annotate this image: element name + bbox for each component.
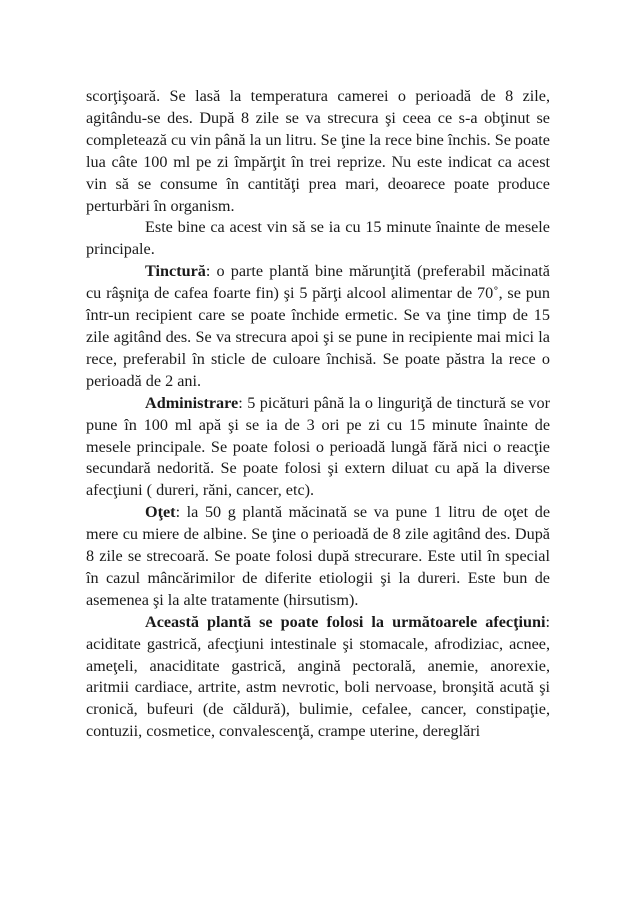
term-afectiuni: Această plantă se poate folosi la următoarele afecţiuni bbox=[145, 612, 546, 631]
document-page bbox=[86, 86, 550, 743]
paragraph-text: : la 50 g plantă măcinată se va pune 1 litru de oţet de mere cu miere de albine. Se ţine o perioadă de 8 zile agitând des. După 8 zile se strecoară. Se poate folosi după strecurare. Este util în special în cazul mâncărimilor de diferite etiologii şi la dureri. Este bun de asemenea şi la alte tratamente (hirsutism). bbox=[86, 503, 550, 609]
term-otet: Oţet bbox=[145, 503, 176, 522]
paragraph-vin-administration bbox=[86, 217, 550, 261]
paragraph-administrare bbox=[86, 393, 550, 503]
paragraph-tinctura bbox=[86, 261, 550, 392]
paragraph-text: : aciditate gastrică, afecţiuni intestinale şi stomacale, afrodiziac, acnee, ameţeli, anaciditate gastrică, angină pectorală, anemie, anorexie, aritmii cardiace, artrite, astm nevrotic, boli nervoase, bronşită acută şi cronică, bufeuri (de căldură), bulimie, cefalee, cancer, constipaţie, contuzii, cosmetice, convalescenţă, crampe uterine, dereglări bbox=[86, 612, 550, 741]
paragraph-text: : o parte plantă bine mărunţită (preferabil măcinată cu râşniţa de cafea foarte fin) şi 5 părţi alcool alimentar de 70˚, se pun într-un recipient care se poate închide ermetic. Se va ţine timp de 15 zile agitând des. Se va strecura apoi şi se pune in recipiente mai mici la rece, preferabil în sticle de culoare închisă. Se poate păstra la rece o perioadă de 2 ani. bbox=[86, 262, 550, 390]
paragraph-text: Este bine ca acest vin să se ia cu 15 minute înainte de mesele principale. bbox=[86, 218, 550, 259]
paragraph-vin-preparation bbox=[86, 86, 550, 217]
term-tinctura: Tinctură bbox=[145, 262, 206, 281]
paragraph-text: scorţişoară. Se lasă la temperatura camerei o perioadă de 8 zile, agitându-se des. După 8 zile se va strecura şi ceea ce s-a obţinut se completează cu vin până la un litru. Se ţine la rece bine închis. Se poate lua câte 100 ml pe zi împărţit în trei reprize. Nu este indicat ca acest vin să se consume în cantităţi prea mari, deoarece poate produce perturbări în organism. bbox=[86, 87, 550, 215]
paragraph-afectiuni bbox=[86, 612, 550, 743]
paragraph-otet bbox=[86, 502, 550, 612]
term-administrare: Administrare bbox=[145, 393, 239, 412]
paragraph-text: : 5 picături până la o linguriţă de tinctură se vor pune în 100 ml apă şi se ia de 3 ori pe zi cu 15 minute înainte de mesele principale. Se poate folosi o perioadă lungă fără nici o reacţie secundară nedorită. Se poate folosi şi extern diluat cu apă la diverse afecţiuni ( dureri, răni, cancer, etc). bbox=[86, 393, 550, 500]
